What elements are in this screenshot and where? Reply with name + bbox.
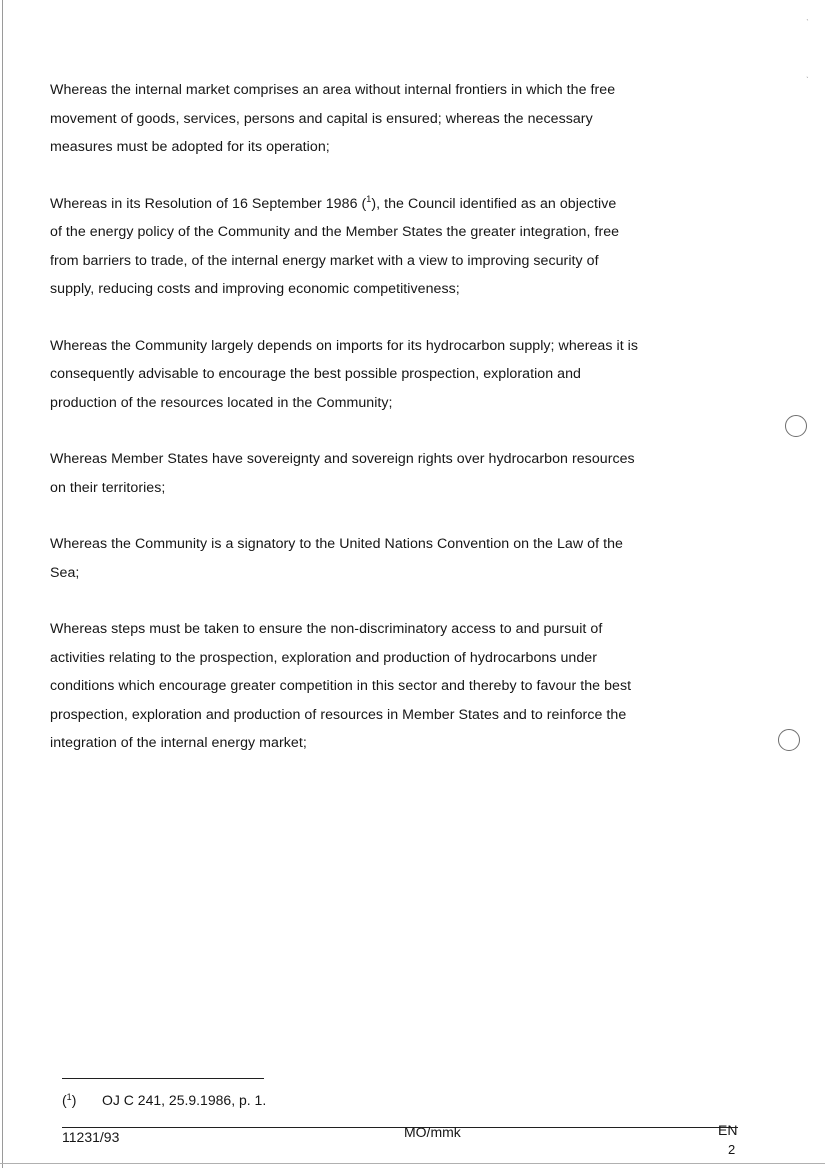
paragraph-line: integration of the internal energy market; (50, 735, 307, 751)
paragraph-line: Whereas steps must be taken to ensure the non-discriminatory access to and pursuit of (50, 621, 603, 637)
paragraph-line: measures must be adopted for its operation; (50, 139, 330, 155)
paragraph-line: from barriers to trade, of the internal energy market with a view to improving security of (50, 252, 599, 269)
paragraph-line: consequently advisable to encourage the best possible prospection, exploration and (50, 366, 581, 382)
paragraph-line: activities relating to the prospection, exploration and production of hydrocarbons under (50, 649, 598, 666)
page-left-edge (2, 0, 3, 1168)
footnote-separator (62, 1078, 264, 1079)
footnote-marker: ($^1$) (62, 1092, 77, 1108)
paragraph-line: of the energy policy of the Community and the Member States the greater integration, free (50, 224, 620, 240)
document-body (50, 76, 740, 786)
paragraph-line: Sea; (50, 564, 80, 581)
punch-hole-icon (778, 729, 800, 751)
scan-speck: ˋ (806, 18, 809, 28)
recital-paragraph (50, 615, 740, 758)
paragraph-line: Whereas Member States have sovereignty and sovereign rights over hydrocarbon resources (50, 451, 635, 467)
footnote-text: OJ C 241, 25.9.1986, p. 1. (102, 1092, 267, 1108)
page-number: 2 (728, 1142, 736, 1157)
footnote-reference: 1 (366, 193, 372, 204)
paragraph-line: prospection, exploration and production of resources in Member States and to reinforce the (50, 706, 627, 723)
recital-paragraph (50, 190, 740, 304)
footer-language: EN (718, 1122, 738, 1138)
paragraph-line: on their territories; (50, 479, 166, 496)
recital-paragraph (50, 332, 740, 418)
paragraph-line: Whereas the internal market comprises an area without internal frontiers in which the free (50, 82, 616, 98)
paragraph-line: Whereas in its Resolution of 16 September 1986 ($^1$), the Council identified as an objective (50, 193, 617, 212)
footer-initials: MO/mmk (404, 1124, 461, 1140)
footer-reference: 11231/93 (62, 1129, 120, 1145)
paragraph-line: supply, reducing costs and improving economic competitiveness; (50, 281, 460, 297)
recital-paragraph (50, 445, 740, 502)
paragraph-line: movement of goods, services, persons and capital is ensured; whereas the necessary (50, 110, 593, 127)
footnote (62, 1092, 266, 1108)
recital-paragraph (50, 530, 740, 587)
paragraph-line: Whereas the Community largely depends on imports for its hydrocarbon supply; whereas it is (50, 337, 639, 354)
punch-hole-icon (785, 415, 807, 437)
paragraph-line: production of the resources located in the Community; (50, 394, 393, 411)
paragraph-line: conditions which encourage greater competition in this sector and thereby to favour the best (50, 678, 632, 694)
paragraph-line: Whereas the Community is a signatory to the United Nations Convention on the Law of the (50, 536, 623, 552)
recital-paragraph (50, 76, 740, 162)
scan-speck: ˎ (806, 68, 809, 78)
footer-rule (62, 1127, 738, 1128)
page-bottom-edge (0, 1163, 825, 1164)
